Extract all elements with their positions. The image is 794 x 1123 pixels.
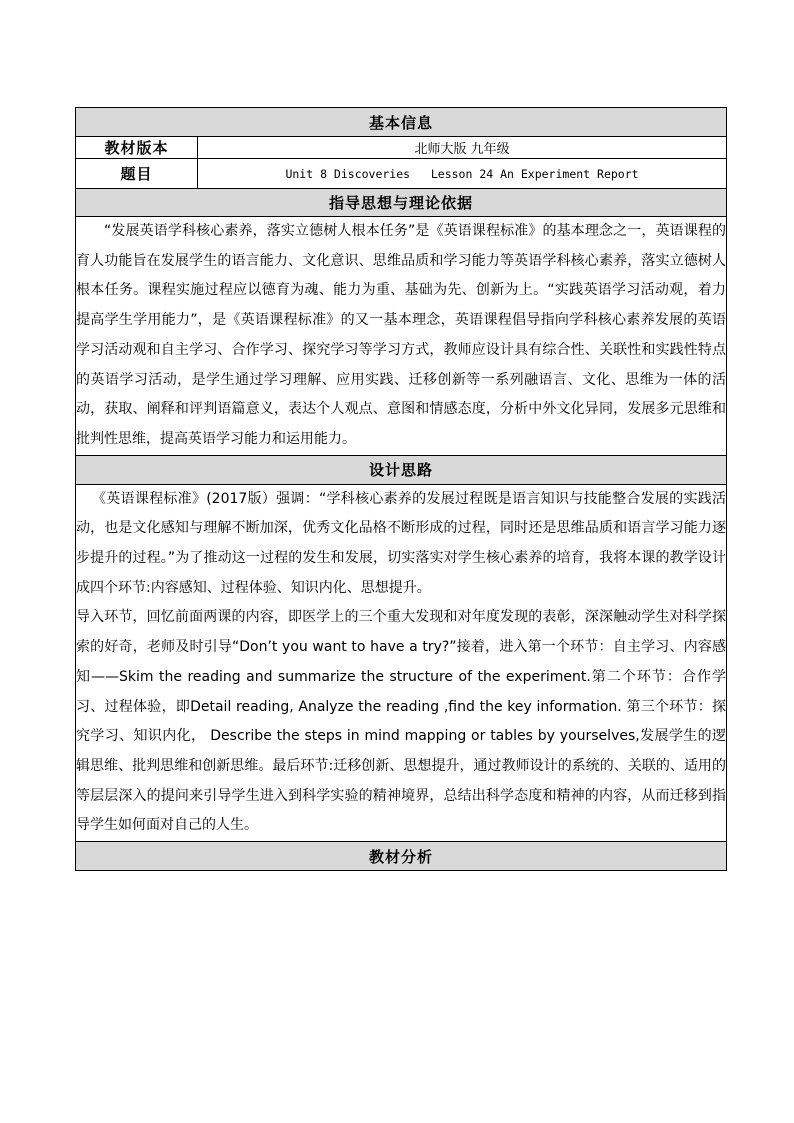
lesson-plan-page <box>75 107 726 871</box>
textbook-version-value: 北师大版 九年级 <box>198 137 727 159</box>
basic-info-header: 基本信息 <box>76 108 727 137</box>
design-paragraph-1: 《英语课程标准》(2017版）强调：“学科核心素养的发展过程既是语言知识与技能整合发展的实践活动，也是文化感知与理解不断加深，优秀文化品格不断形成的过程，同时还是思维品质和语言学习能力逐步提升的过程。”为了推动这一过程的发生和发展，切实落实对学生核心素养的培育，我将本课的教学设计成四个环节:内容感知、过程体验、知识内化、思想提升。 <box>76 490 727 596</box>
guiding-section <box>76 217 727 456</box>
design-paragraph-2: 导入环节，回忆前面两课的内容，即医学上的三个重大发现和对年度发现的表彰，深深触动学生对科学探索的好奇，老师及时引导“Don’t you want to have a try?”接着，进入第一个环节：自主学习、内容感知——Skim the reading and summarize the structure of the experiment.第二个环节：合作学习、过程体验，即Detail reading, Analyze the reading ,find the key information. 第三个环节：探究学习、知识内化， Describe the steps in mind mapping or tables by yourselves,发展学生的逻辑思维、批判思维和创新思维。最后环节:迁移创新、思想提升，通过教师设计的系统的、关联的、适用的等层层深入的提问来引导学生进入到科学实验的精神境界，总结出科学态度和精神的内容，从而迁移到指导学生如何面对自己的人生。 <box>76 609 727 834</box>
design-header: 设计思路 <box>76 455 727 484</box>
analysis-header: 教材分析 <box>76 842 727 871</box>
design-section <box>76 484 727 841</box>
topic-value: Unit 8 Discoveries Lesson 24 An Experiment Report <box>198 159 727 189</box>
lesson-plan-table <box>75 107 727 871</box>
guiding-paragraph: “发展英语学科核心素养，落实立德树人根本任务”是《英语课程标准》的基本理念之一，英语课程的育人功能旨在发展学生的语言能力、文化意识、思维品质和学习能力等英语学科核心素养，落实立德树人根本任务。课程实施过程应以德育为魂、能力为重、基础为先、创新为上。“实践英语学习活动观，着力提高学生学用能力”，是《英语课程标准》的又一基本理念，英语课程倡导指向学科核心素养发展的英语学习活动观和自主学习、合作学习、探究学习等学习方式，教师应设计具有综合性、关联性和实践性特点的英语学习活动，是学生通过学习理解、应用实践、迁移创新等一系列融语言、文化、思维为一体的活动，获取、阐释和评判语篇意义，表达个人观点、意图和情感态度，分析中外文化异同，发展多元思维和批判性思维，提高英语学习能力和运用能力。 <box>76 223 727 447</box>
guiding-header: 指导思想与理论依据 <box>76 189 727 217</box>
textbook-version-label: 教材版本 <box>76 137 198 159</box>
topic-label: 题目 <box>76 159 198 189</box>
